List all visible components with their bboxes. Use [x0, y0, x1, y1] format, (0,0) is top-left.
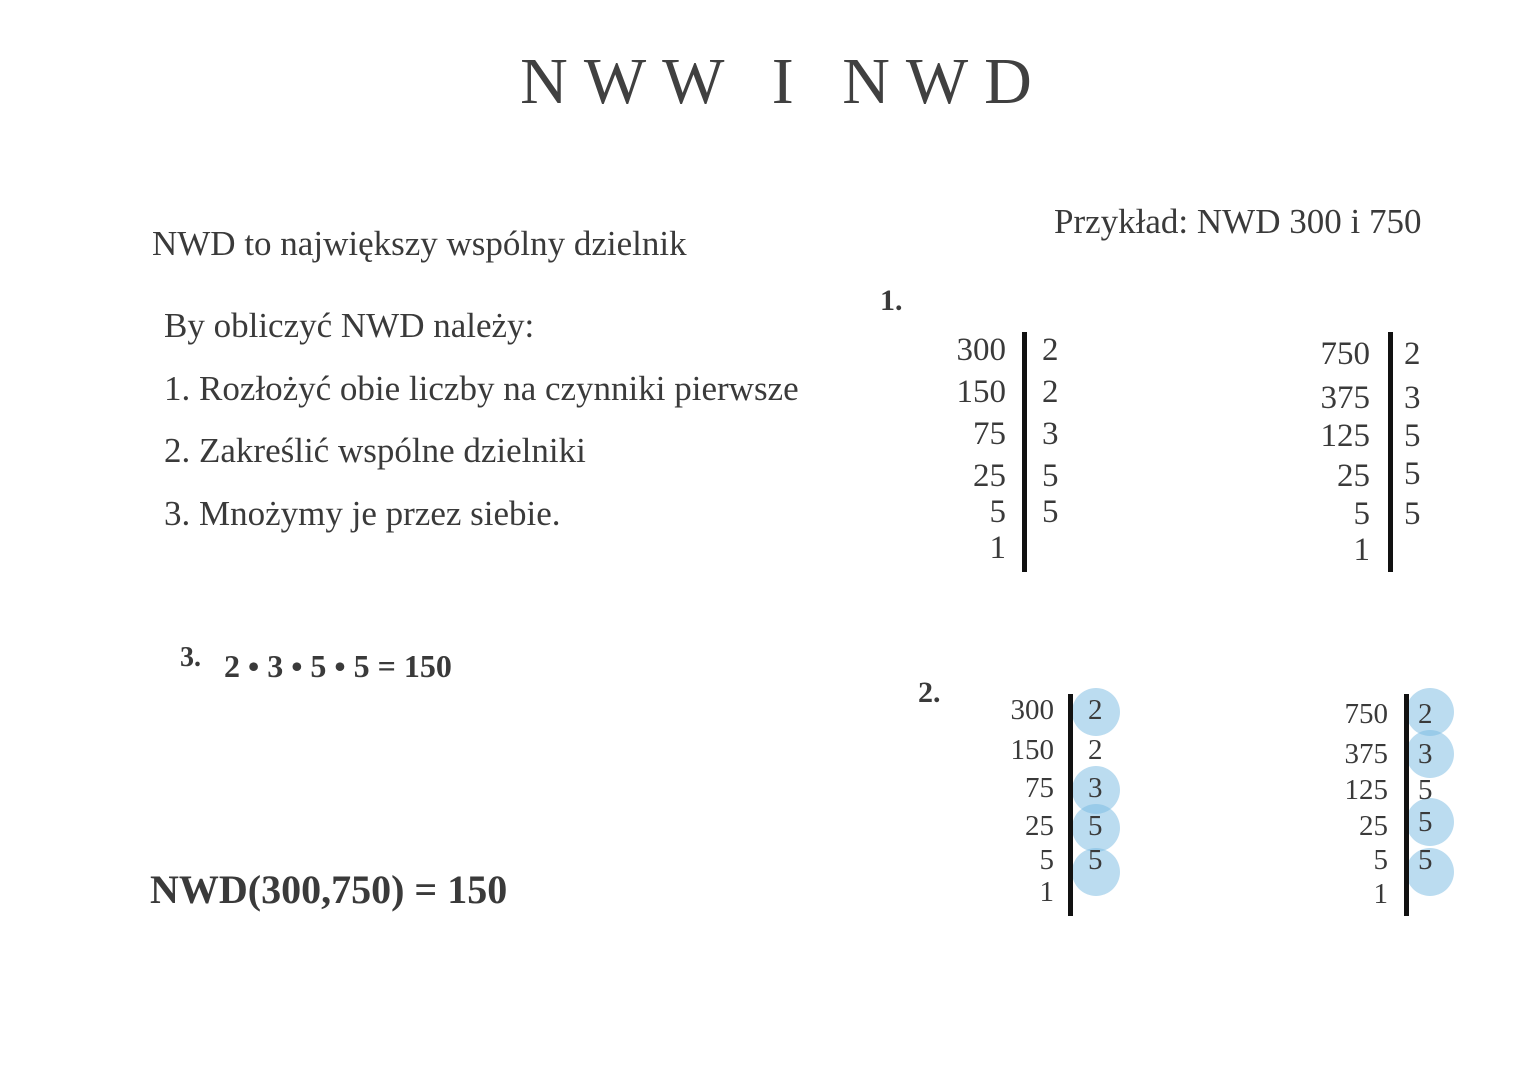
divisor: 2 — [1088, 694, 1103, 726]
number: 750 — [1320, 336, 1370, 372]
number: 25 — [1025, 810, 1054, 842]
step-3: 3. Mnożymy je przez siebie. — [164, 494, 561, 533]
divisor: 3 — [1404, 380, 1421, 416]
page-title: NWW I NWD — [520, 45, 1048, 118]
number: 300 — [956, 332, 1006, 368]
result-equation: NWD(300,750) = 150 — [150, 867, 508, 912]
divisor: 5 — [1418, 806, 1433, 838]
divisor: 5 — [1404, 418, 1421, 454]
division-bar — [1404, 694, 1409, 916]
divisor: 5 — [1042, 458, 1059, 494]
divisor: 2 — [1418, 698, 1433, 730]
number: 5 — [989, 494, 1006, 530]
number: 125 — [1320, 418, 1370, 454]
steps-heading: By obliczyć NWD należy: — [164, 306, 535, 345]
number: 375 — [1320, 380, 1370, 416]
number: 150 — [1010, 734, 1054, 766]
divisor: 2 — [1042, 374, 1059, 410]
number: 25 — [1337, 458, 1370, 494]
divisor: 3 — [1088, 772, 1103, 804]
number: 1 — [1039, 876, 1054, 908]
number: 1 — [1353, 532, 1370, 568]
step3-label: 3. — [180, 642, 201, 673]
number: 125 — [1344, 774, 1388, 806]
division-bar — [1022, 332, 1027, 572]
divisor: 3 — [1418, 738, 1433, 770]
divisor: 2 — [1404, 336, 1421, 372]
number: 5 — [1039, 844, 1054, 876]
example-title: Przykład: NWD 300 i 750 — [1054, 202, 1422, 241]
division-bar — [1068, 694, 1073, 916]
number: 150 — [956, 374, 1006, 410]
divisor: 3 — [1042, 416, 1059, 452]
divisor: 5 — [1404, 456, 1421, 492]
divisor: 2 — [1088, 734, 1103, 766]
divisor: 5 — [1042, 494, 1059, 530]
step-1: 1. Rozłożyć obie liczby na czynniki pierwsze — [164, 369, 799, 408]
divisor: 5 — [1418, 774, 1433, 806]
divisor: 5 — [1418, 844, 1433, 876]
step-2: 2. Zakreślić wspólne dzielniki — [164, 431, 586, 470]
divisor: 5 — [1088, 844, 1103, 876]
number: 1 — [989, 530, 1006, 566]
number: 5 — [1373, 844, 1388, 876]
division-bar — [1388, 332, 1393, 572]
number: 750 — [1344, 698, 1388, 730]
divisor: 2 — [1042, 332, 1059, 368]
divisor: 5 — [1404, 496, 1421, 532]
number: 1 — [1373, 878, 1388, 910]
product-equation: 2 • 3 • 5 • 5 = 150 — [224, 648, 452, 684]
number: 25 — [973, 458, 1006, 494]
step1-label: 1. — [880, 284, 903, 317]
step2-label: 2. — [918, 676, 941, 709]
number: 375 — [1344, 738, 1388, 770]
number: 25 — [1359, 810, 1388, 842]
number: 5 — [1353, 496, 1370, 532]
definition-text: NWD to największy wspólny dzielnik — [152, 224, 687, 263]
divisor: 5 — [1088, 810, 1103, 842]
number: 75 — [973, 416, 1006, 452]
number: 300 — [1010, 694, 1054, 726]
number: 75 — [1025, 772, 1054, 804]
